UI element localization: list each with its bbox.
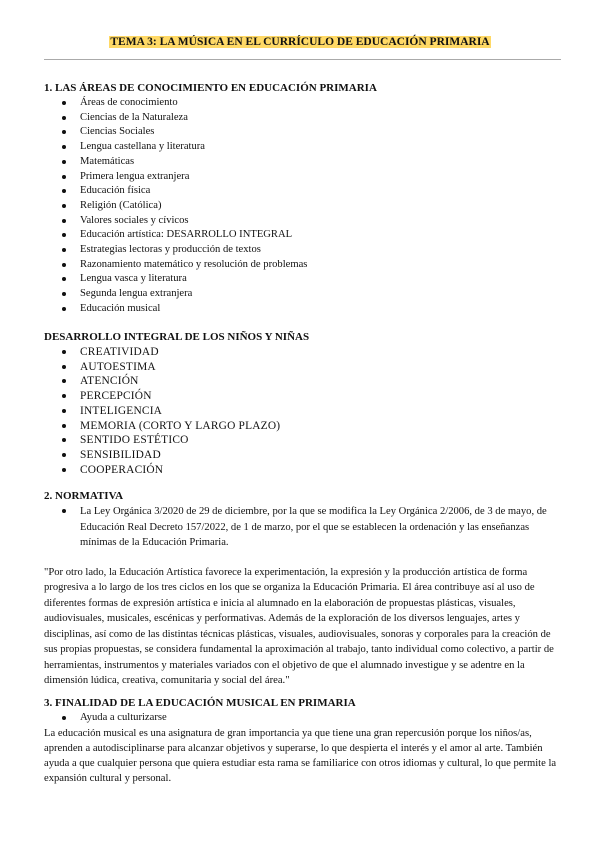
section-desarrollo bbox=[44, 330, 564, 477]
list-item: Ciencias Sociales bbox=[44, 125, 564, 140]
finalidad-list bbox=[44, 711, 564, 726]
list-item: PERCEPCIÓN bbox=[44, 389, 564, 404]
section-finalidad bbox=[44, 696, 564, 787]
finalidad-paragraph: La educación musical es una asignatura de gran importancia ya que tiene una gran repercusión porque los niños/as, aprenden a autodisciplinarse para alcanzar objetivos y superarse, lo que despierta el interés y el amor al arte. También ayuda a que cualquier persona que quiera estudiar esta rama se familiarice con otros idiomas y cultural, lo que permite la expansión cultural y personal. bbox=[44, 727, 557, 785]
list-item: INTELIGENCIA bbox=[44, 404, 564, 419]
list-item: MEMORIA (CORTO Y LARGO PLAZO) bbox=[44, 419, 564, 434]
quote-paragraph: "Por otro lado, la Educación Artística favorece la experimentación, la expresión y la producción artística de forma progresiva a lo largo de los tres ciclos en los que se organiza la Educación Primaria. El área contribuye así al uso de diferentes formas de expresión artística e inicia al alumnado en la elaboración de propuestas plásticas, visuales, audiovisuales, musicales, escénicas y performativas. Además de la exploración de los diversos lenguajes, artes y disciplinas, así como de las distintas técnicas plásticas, visuales, audiovisuales, sonoras y corporales para la creación de sus propias propuestas, se considera fundamental la aproximación al trabajo, tanto individual como colectivo, a partir de herramientas, instrumentos y materiales variados con el objetivo de que el alumnado investigue y se adentre en la dimensión lúdica, creativa, comunitaria y social del área." bbox=[44, 566, 554, 686]
list-item: Razonamiento matemático y resolución de problemas bbox=[44, 258, 564, 273]
section-heading: DESARROLLO INTEGRAL DE LOS NIÑOS Y NIÑAS bbox=[44, 331, 310, 343]
list-item: Educación artística: DESARROLLO INTEGRAL bbox=[44, 228, 564, 243]
list-item: Lengua vasca y literatura bbox=[44, 272, 564, 287]
list-item: AUTOESTIMA bbox=[44, 360, 564, 375]
list-item: SENTIDO ESTÉTICO bbox=[44, 433, 564, 448]
list-item: Matemáticas bbox=[44, 155, 564, 170]
section-heading: 3. FINALIDAD DE LA EDUCACIÓN MUSICAL EN PRIMARIA bbox=[44, 697, 356, 709]
list-item: La Ley Orgánica 3/2020 de 29 de diciembre, por la que se modifica la Ley Orgánica 2/2006, de 3 de mayo, de Educación Real Decreto 157/2022, de 1 de marzo, por el que se establecen la ordenación y las enseñanzas mínimas de la Educación Primaria. bbox=[44, 504, 564, 551]
list-item: Valores sociales y cívicos bbox=[44, 214, 564, 229]
areas-list bbox=[44, 96, 564, 317]
list-item: Ciencias de la Naturaleza bbox=[44, 111, 564, 126]
list-item: Estrategias lectoras y producción de textos bbox=[44, 243, 564, 258]
list-item: Lengua castellana y literatura bbox=[44, 140, 564, 155]
horizontal-rule bbox=[44, 59, 561, 60]
list-item: Primera lengua extranjera bbox=[44, 170, 564, 185]
list-item: Ayuda a culturizarse bbox=[44, 711, 564, 726]
list-item: ATENCIÓN bbox=[44, 374, 564, 389]
section-heading: 1. LAS ÁREAS DE CONOCIMIENTO EN EDUCACIÓN PRIMARIA bbox=[44, 82, 377, 94]
document-title: TEMA 3: LA MÚSICA EN EL CURRÍCULO DE EDUCACIÓN PRIMARIA bbox=[110, 36, 490, 48]
list-item: Áreas de conocimiento bbox=[44, 96, 564, 111]
section-normativa bbox=[44, 489, 564, 689]
list-item: CREATIVIDAD bbox=[44, 345, 564, 360]
list-item: SENSIBILIDAD bbox=[44, 448, 564, 463]
list-item: Educación física bbox=[44, 184, 564, 199]
section-heading: 2. NORMATIVA bbox=[44, 490, 124, 502]
list-item: Educación musical bbox=[44, 302, 564, 317]
list-item: Segunda lengua extranjera bbox=[44, 287, 564, 302]
desarrollo-list bbox=[44, 345, 564, 477]
list-item: COOPERACIÓN bbox=[44, 463, 564, 478]
list-item: Religión (Católica) bbox=[44, 199, 564, 214]
normativa-list bbox=[44, 504, 564, 551]
section-areas bbox=[44, 81, 564, 317]
